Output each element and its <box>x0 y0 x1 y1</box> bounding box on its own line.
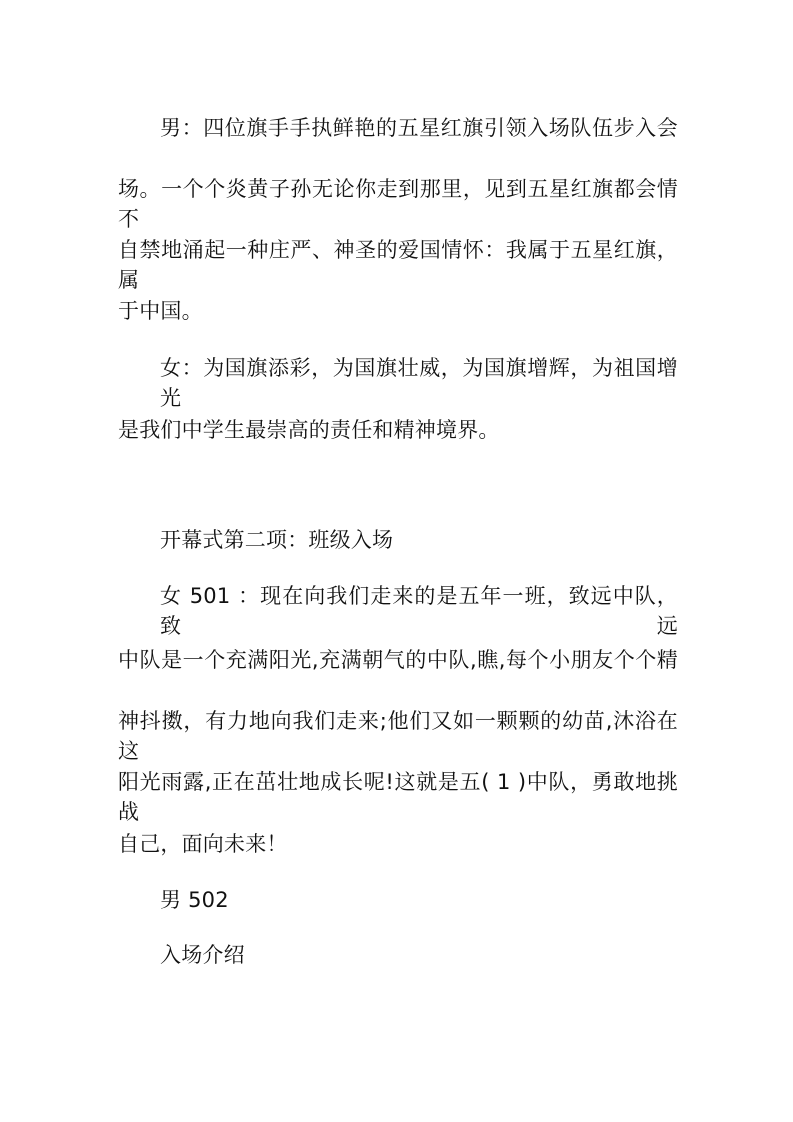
paragraph-line-4: 于中国。 <box>118 299 203 323</box>
paragraph-line-12: 自己，面向未来！ <box>118 832 288 856</box>
paragraph-line-10: 神抖擞，有力地向我们走来;他们又如一颗颗的幼苗,沐浴在这 <box>118 709 678 763</box>
paragraph-line-2: 场。一个个炎黄子孙无论你走到那里，见到五星红旗都会情不 <box>118 177 678 231</box>
paragraph-line-11: 阳光雨露,正在茁壮地成长呢!这就是五( 1 )中队，勇敢地挑战 <box>118 770 678 824</box>
speaker-label: 男 502 <box>160 888 229 912</box>
paragraph-line-1: 男：四位旗手手执鲜艳的五星红旗引领入场队伍步入会 <box>160 116 678 140</box>
paragraph-line-5: 女：为国旗添彩，为国旗壮威，为国旗增辉，为祖国增光 <box>160 356 678 410</box>
intro-label: 入场介绍 <box>160 943 245 967</box>
paragraph-line-9: 中队是一个充满阳光,充满朝气的中队,瞧,每个小朋友个个精 <box>118 648 678 672</box>
paragraph-line-3: 自禁地涌起一种庄严、神圣的爱国情怀：我属于五星红旗，属 <box>118 238 678 292</box>
section-heading: 开幕式第二项：班级入场 <box>160 528 394 552</box>
paragraph-line-8: 女 501 ：现在向我们走来的是五年一班，致远中队，致远 <box>160 584 678 638</box>
paragraph-line-6: 是我们中学生最崇高的责任和精神境界。 <box>118 418 500 442</box>
